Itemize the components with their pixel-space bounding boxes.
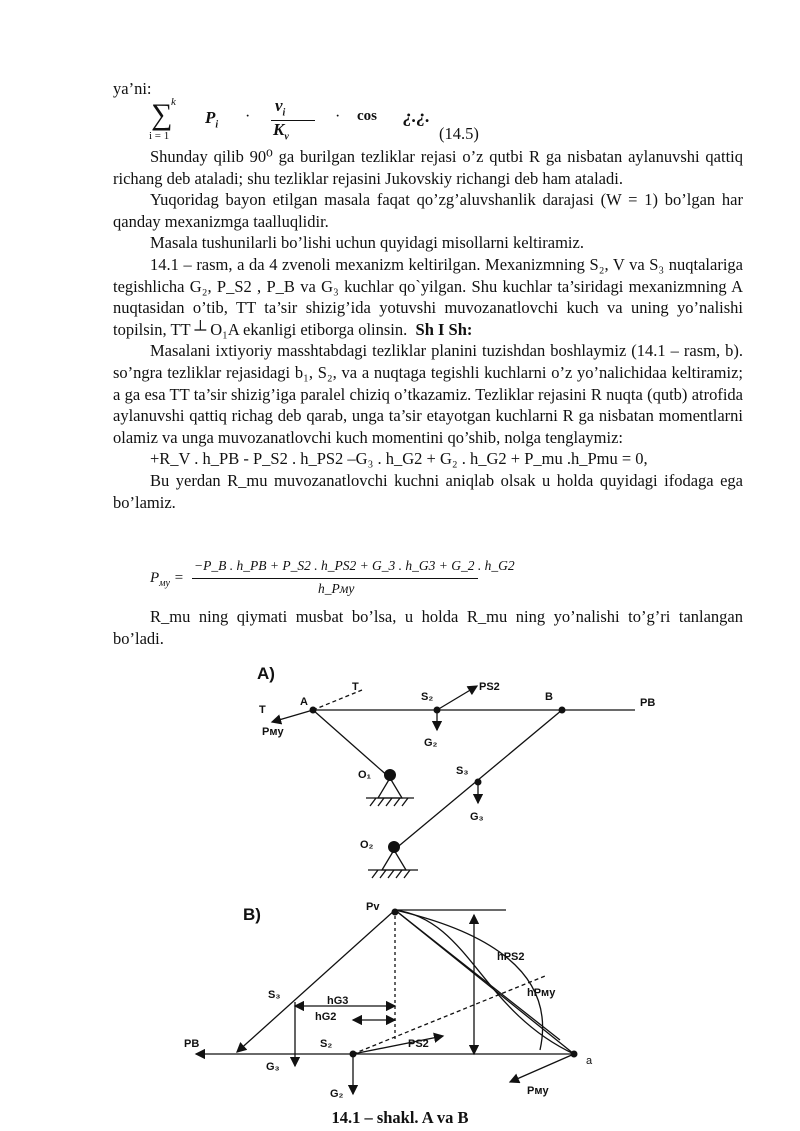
line-pole-to-PS2 bbox=[395, 910, 560, 1040]
label-T-left: T bbox=[259, 704, 266, 716]
paragraph-4: 14.1 – rasm, a da 4 zvenoli mexanizm keltirilgan. Mexanizmning S₂, V va S₃ nuqtalariga tegishlicha G₂, P_S2 , P_B va G₃ kuchlar qo`yilgan. Shu kuchlar ta’siridagi mexanizmning A nuqtasidan o’tib, TT ta’sir shizig’ida yotuvshi muvozanatlovchi kuch va uning yo’nalishi topilsin, TT ┴ O₁A ekanligi etiborga olinsin. Sh I Sh: bbox=[113, 254, 743, 339]
label-PB-b: PB bbox=[184, 1038, 200, 1050]
curve-2 bbox=[395, 910, 543, 1050]
label-PB: PB bbox=[640, 697, 656, 709]
label-Pmu-b: Pмy bbox=[527, 1085, 549, 1097]
label-S3-b: S₃ bbox=[268, 989, 281, 1001]
cos-symbol: cos bbox=[357, 108, 377, 124]
paragraph-1: Shunday qilib 90⁰ ga burilgan tezliklar rejasi o’z qutbi R ga nisbatan aylanuvshi qattiq richang deb ataladi; shu tezliklar rejasini Jukovskiy richangi deb ham ataladi. bbox=[113, 147, 743, 188]
equation-number: (14.5) bbox=[439, 124, 479, 143]
paragraph-6: Bu yerdan R_mu muvozanatlovchi kuchni aniqlab olsak u holda quyidagi ifodaga ega bo’lamiz. bbox=[113, 470, 743, 512]
label-B: B bbox=[545, 691, 553, 703]
label-PS2-b: PS2 bbox=[408, 1038, 429, 1050]
label-G3-b: G₃ bbox=[266, 1061, 280, 1073]
sum-sign: ∑ bbox=[151, 98, 173, 131]
label-O1: O₁ bbox=[358, 769, 372, 781]
label-O2: O₂ bbox=[360, 839, 374, 851]
label-hG2: hG2 bbox=[315, 1011, 337, 1023]
label-hPS2: hPS2 bbox=[497, 951, 525, 963]
intro-line: ya’ni: bbox=[113, 79, 152, 98]
label-S2-b: S₂ bbox=[320, 1038, 333, 1050]
bold-note: Sh I Sh: bbox=[415, 319, 473, 339]
force-arrow-Pmu-b bbox=[510, 1054, 574, 1082]
label-G2: G₂ bbox=[424, 737, 438, 749]
point-S2-b bbox=[350, 1051, 357, 1058]
figure-caption: 14.1 – shakl. A va B bbox=[331, 1108, 469, 1127]
label-hG3: hG3 bbox=[327, 995, 349, 1007]
label-S3: S₃ bbox=[456, 765, 469, 777]
cos-argument: ¿.¿. bbox=[403, 106, 430, 126]
paragraph-2: Yuqoridag bayon etilgan masala faqat qo’zg’aluvshanlik darajasi (W = 1) bo’lgan har qanday mexanizmga taalluqlidir. bbox=[113, 190, 743, 231]
label-A: A bbox=[300, 696, 308, 708]
label-Pmu: Pмy bbox=[262, 726, 284, 738]
formula-denominator: h_Pму bbox=[318, 581, 355, 596]
formula-lhs: $P_{му}$ = bbox=[150, 570, 184, 589]
sum-upper-limit: k bbox=[171, 96, 176, 108]
paragraph-3: Masala tushunilarli bo’lishi uchun quyidagi misollarni keltiramiz. bbox=[150, 233, 584, 253]
dot-1: · bbox=[245, 108, 251, 125]
formula-numerator: −P_B . h_PB + P_S2 . h_PS2 + G_3 . h_G3 + G_2 . h_G2 bbox=[194, 558, 515, 573]
pole-point bbox=[392, 909, 399, 916]
figure-b-title: B) bbox=[243, 905, 261, 924]
label-G2-b: G₂ bbox=[330, 1088, 344, 1100]
fraction-denominator: $K_v$ bbox=[273, 120, 289, 143]
sum-lower-limit: i = 1 bbox=[149, 130, 170, 142]
fraction-numerator: $v_i$ bbox=[275, 96, 286, 119]
figure-a-title: A) bbox=[257, 664, 275, 683]
line-of-action-Pmu bbox=[353, 976, 545, 1054]
point-a bbox=[571, 1051, 578, 1058]
label-T-top: T bbox=[352, 681, 359, 693]
label-hPmu: hPмy bbox=[527, 987, 556, 999]
paragraph-5: Masalani ixtiyoriy masshtabdagi tezliklar planini tuzishdan boshlaymiz (14.1 – rasm, b). so’ngra tezliklar rejasidagi b₁, S₂, va a nuqtaga tegishli kuchlarni o’z yo’nalichidaa keltiramiz; a ga esa TT ta’sir shizig’iga paralel chiziq o’tkazamiz. Tezliklar rejasini R nuqta (qutb) atrofida aylanuvshi qattiq richag deb qarab, unga ta’sir etayotgan kuchlarni R ga nisbatan momentlarni olamiz va unga muvozanatlovchi kuch momentini qo’shib, nolga tenglaymiz: bbox=[113, 341, 743, 447]
velocity-vector-PB bbox=[237, 910, 395, 1052]
label-S2: S₂ bbox=[421, 691, 434, 703]
label-Pv: Pv bbox=[366, 901, 380, 913]
force-arrow-PS2-b bbox=[353, 1036, 443, 1054]
label-G3: G₃ bbox=[470, 811, 484, 823]
paragraph-7: R_mu ning qiymati musbat bo’lsa, u holda R_mu ning yo’nalishi to’g’ri tanlangan bo’ladi. bbox=[113, 607, 743, 648]
label-a: a bbox=[586, 1055, 593, 1067]
moment-equation: +R_V . h_PB - P_S2 . h_PS2 –G₃ . h_G2 + G₂ . h_G2 + P_mu .h_Pmu = 0, bbox=[150, 449, 648, 469]
label-PS2: PS2 bbox=[479, 681, 500, 693]
dot-2: · bbox=[335, 108, 341, 125]
force-symbol: $P_i$ bbox=[205, 108, 219, 131]
